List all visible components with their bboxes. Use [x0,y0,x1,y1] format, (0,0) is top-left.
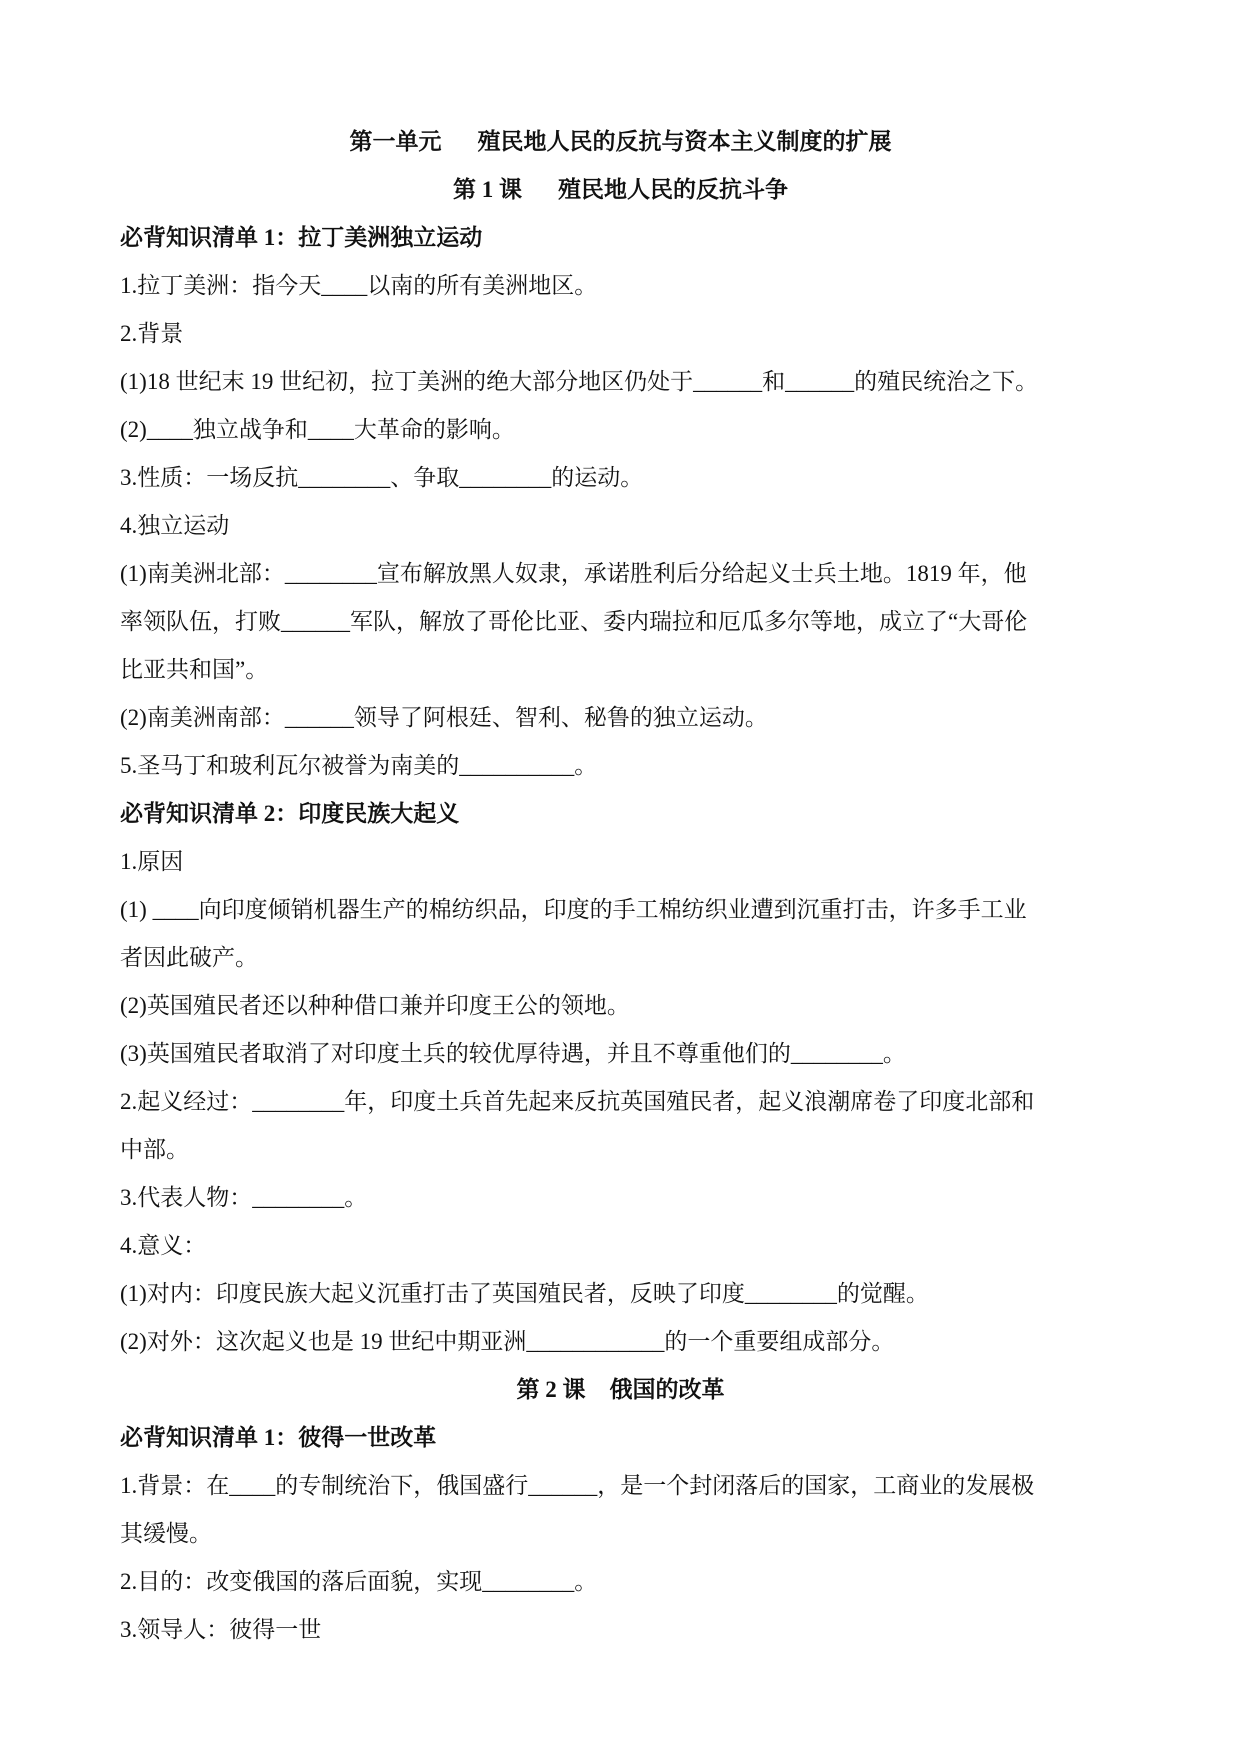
text-line: 中部。 [120,1137,189,1162]
lesson-2-name: 俄国的改革 [609,1377,725,1402]
text-line: 3.性质：一场反抗________、争取________的运动。 [120,465,644,490]
text-line: 1.拉丁美洲：指今天____以南的所有美洲地区。 [120,273,598,298]
text-line: 率领队伍，打败______军队，解放了哥伦比亚、委内瑞拉和厄瓜多尔等地，成立了“大哥伦 [120,609,1028,634]
text-line: 1.原因 [120,849,184,874]
text-line: 2.起义经过：________年，印度土兵首先起来反抗英国殖民者，起义浪潮席卷了印度北部和 [120,1089,1035,1114]
text-line: 5.圣马丁和玻利瓦尔被誉为南美的__________。 [120,753,598,778]
lesson-1-number: 第 1 课 [453,177,522,202]
text-line: 4.意义： [120,1233,207,1258]
text-line: (2)英国殖民者还以种种借口兼并印度王公的领地。 [120,993,630,1018]
text-line: 3.领导人：彼得一世 [120,1617,322,1642]
unit-title [120,118,1121,166]
text-line: (1)18 世纪末 19 世纪初，拉丁美洲的绝大部分地区仍处于______和______的殖民统治之下。 [120,369,1039,394]
unit-title-number: 第一单元 [349,129,442,154]
section-heading: 必背知识清单 2：印度民族大起义 [120,801,460,826]
text-line: 2.目的：改变俄国的落后面貌，实现________。 [120,1569,598,1594]
lesson-1-name: 殖民地人民的反抗斗争 [558,177,788,202]
lesson-1-title [120,166,1121,214]
text-line: 3.代表人物：________。 [120,1185,368,1210]
text-line: 2.背景 [120,321,184,346]
section-heading: 必背知识清单 1：拉丁美洲独立运动 [120,225,483,250]
text-line: 者因此破产。 [120,945,258,970]
text-line: (2)对外：这次起义也是 19 世纪中期亚洲____________的一个重要组成部分。 [120,1329,895,1354]
unit-title-text: 殖民地人民的反抗与资本主义制度的扩展 [477,129,892,154]
text-line: (3)英国殖民者取消了对印度土兵的较优厚待遇，并且不尊重他们的________。 [120,1041,906,1066]
text-line: (2)南美洲南部：______领导了阿根廷、智利、秘鲁的独立运动。 [120,705,768,730]
text-line: (1)南美洲北部：________宣布解放黑人奴隶，承诺胜利后分给起义士兵土地。1819 年，他 [120,561,1027,586]
section-heading: 必背知识清单 1：彼得一世改革 [120,1425,437,1450]
text-line: 4.独立运动 [120,513,230,538]
text-line: 其缓慢。 [120,1521,212,1546]
text-line: (2)____独立战争和____大革命的影响。 [120,417,515,442]
lesson-2-number: 第 2 课 [516,1377,586,1402]
text-line: (1) ____向印度倾销机器生产的棉纺织品，印度的手工棉纺织业遭到沉重打击，许多手工业 [120,897,1027,922]
text-line: 1.背景：在____的专制统治下，俄国盛行______，是一个封闭落后的国家，工商业的发展极 [120,1473,1035,1498]
text-line: 比亚共和国”。 [120,657,269,682]
lesson-2-title [120,1366,1121,1414]
text-line: (1)对内：印度民族大起义沉重打击了英国殖民者，反映了印度________的觉醒。 [120,1281,929,1306]
